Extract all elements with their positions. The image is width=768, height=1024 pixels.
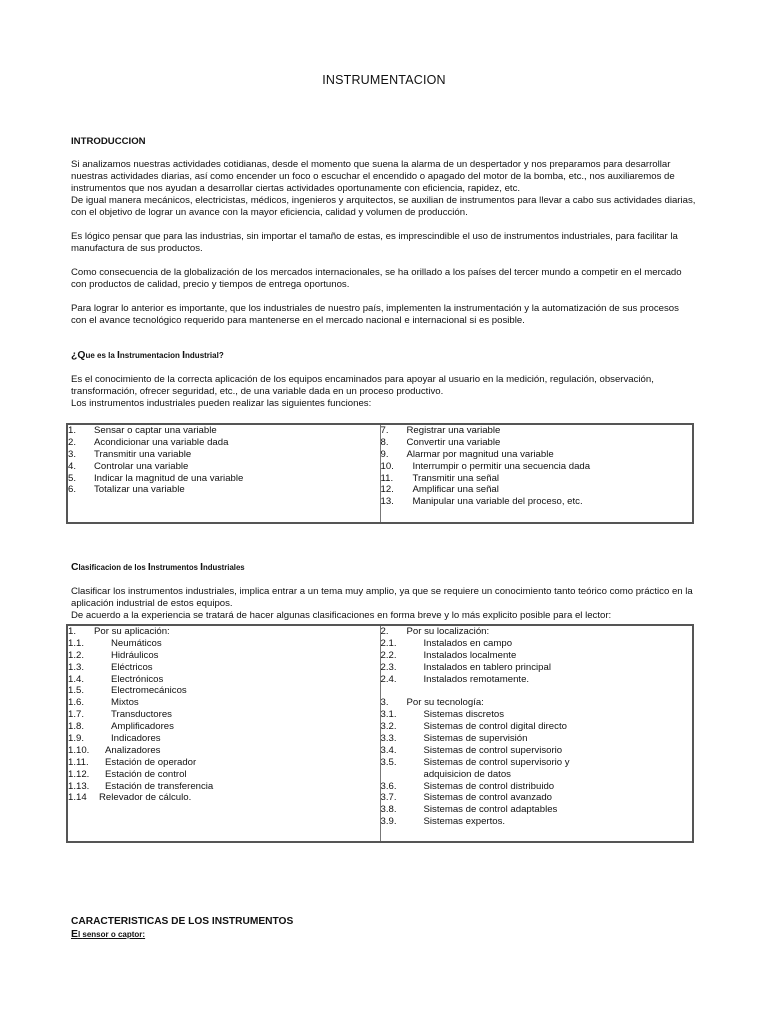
classification-left-column: [67, 625, 380, 842]
list-item-text: Electromecánicos: [111, 685, 187, 697]
list-item-text: Neumáticos: [111, 637, 162, 649]
list-item: [381, 449, 693, 461]
list-item-text: Sistemas expertos.: [423, 816, 506, 828]
list-item-text: Sistemas de control supervisorio y: [423, 756, 570, 768]
clasif-heading-part: I: [200, 562, 204, 573]
what-heading: [71, 350, 696, 362]
list-item: [68, 733, 380, 745]
list-item: [68, 781, 380, 793]
list-item-text: Hidráulicos: [111, 649, 159, 661]
list-item-number: 2.3.: [380, 661, 397, 673]
list-item: [381, 816, 693, 828]
list-item-number: 3.1.: [380, 709, 397, 721]
list-item-text: Transmitir una señal: [412, 472, 500, 484]
list-item-number: 2.: [68, 436, 77, 448]
what-heading-part: I: [182, 350, 186, 361]
list-item-number: 1.4.: [68, 673, 85, 685]
list-item: [381, 425, 693, 437]
list-item: [68, 638, 380, 650]
what-heading-part: ndustrial?: [185, 351, 224, 360]
list-item-text: Sistemas de supervisión: [423, 733, 528, 745]
functions-table: [66, 423, 694, 524]
clasif-heading-part: nstrumentos: [150, 563, 201, 572]
list-item-number: 1.11.: [68, 756, 89, 768]
list-item: [68, 626, 380, 638]
list-item-number: 3.7.: [380, 792, 397, 804]
list-item-text: Sistemas de control avanzado: [423, 792, 553, 804]
intro-paragraph-4: Para lograr lo anterior es importante, que los industriales de nuestro país, implementen la instrumentación y la automatización de sus procesos con el avance tecnológico requerido para mantenerse en el mercado nacional e internacional si es posible.: [71, 303, 679, 326]
classification-right-column: [380, 625, 693, 842]
list-item: [68, 449, 380, 461]
list-item-text: Convertir una variable: [406, 436, 501, 448]
list-item-text: Sistemas de control adaptables: [423, 804, 558, 816]
list-item-text: Estación de operador: [105, 756, 197, 768]
list-item-text: adquisicion de datos: [423, 768, 511, 780]
list-item-text: Eléctricos: [111, 661, 153, 673]
list-item: [68, 425, 380, 437]
clasif-paragraph-2: De acuerdo a la experiencia se tratará de hacer algunas clasificaciones en forma breve y lo más explicito posible para el lector:: [71, 610, 612, 621]
list-item-number: 1.: [68, 425, 77, 436]
list-item-number: 7.: [380, 425, 389, 436]
list-item-text: Sensar o captar una variable: [94, 425, 217, 436]
list-item: [381, 781, 693, 793]
list-item-number: 1.12.: [68, 768, 90, 780]
list-item: [68, 769, 380, 781]
list-item-number: 1.8.: [68, 721, 85, 733]
list-item-text: Amplificadores: [111, 721, 174, 733]
caract-sub-part: o: [108, 930, 118, 939]
caract-sub-part: captor: [117, 930, 143, 939]
list-item-text: Instalados remotamente.: [423, 673, 530, 685]
list-item-number: 12.: [380, 484, 394, 496]
list-item-text: Estación de transferencia: [105, 780, 214, 792]
list-item-number: 1.13.: [68, 780, 90, 792]
intro-paragraph-1b: De igual manera mecánicos, electricistas, médicos, ingenieros y arquitectos, se auxilian de instrumentos para llevar a cabo sus actividades diarias, con el objetivo de lograr un avance con la mayor eficiencia, calidad y volumen de producción.: [71, 195, 696, 218]
list-item: [381, 757, 693, 769]
list-item: [68, 792, 380, 804]
list-item-number: 3.8.: [380, 804, 397, 816]
functions-left-column: [67, 424, 380, 523]
clasif-heading-part: ndustriales: [203, 563, 245, 572]
list-item: [381, 496, 693, 508]
clasif-heading-part: lasificacion de los: [78, 563, 148, 572]
list-item-text: Sistemas de control digital directo: [423, 721, 567, 733]
list-item-text: Por su aplicación:: [94, 626, 170, 637]
list-item: [381, 638, 693, 650]
list-item-text: Indicar la magnitud de una variable: [94, 472, 244, 484]
list-item: [381, 745, 693, 757]
list-item: [381, 685, 693, 697]
list-item: [68, 757, 380, 769]
list-item-text: Indicadores: [111, 733, 161, 745]
list-item: [68, 650, 380, 662]
list-item: [381, 484, 693, 496]
list-item-number: 9.: [380, 448, 389, 460]
what-heading-part: ue es la: [85, 351, 118, 360]
list-item: [381, 650, 693, 662]
document-title: INSTRUMENTACION: [322, 73, 446, 87]
list-item-number: 2.: [380, 626, 389, 637]
list-item: [381, 437, 693, 449]
list-item-number: 2.2.: [380, 649, 397, 661]
list-item-number: 2.4.: [380, 673, 397, 685]
caract-sub-part: l: [77, 930, 83, 939]
clasif-heading-part: C: [71, 562, 79, 573]
list-item-text: Analizadores: [105, 744, 161, 756]
list-item: [68, 709, 380, 721]
caract-subheading: [71, 929, 696, 941]
list-item: [381, 792, 693, 804]
intro-paragraph-3: Como consecuencia de la globalización de los mercados internacionales, se ha orillado a los países del tercer mundo a competir en el mercado con productos de calidad, precio y tiempos de entrega oportunos.: [71, 267, 682, 290]
list-item: [68, 473, 380, 485]
list-item-number: 3.6.: [380, 780, 397, 792]
intro-paragraph-2: Es lógico pensar que para las industrias, sin importar el tamaño de estas, es imprescindible el uso de instrumentos industriales, para facilitar la manufactura de sus productos.: [71, 231, 678, 254]
list-item-number: 3.5.: [380, 756, 397, 768]
list-item-number: 1.10.: [68, 744, 90, 756]
list-item-text: Estación de control: [105, 768, 187, 780]
list-item-number: 3.: [380, 697, 389, 709]
list-item-number: 1.7.: [68, 709, 85, 721]
list-item: [68, 461, 380, 473]
list-item: [68, 484, 380, 496]
list-item-number: 1.: [68, 626, 77, 637]
caract-heading: CARACTERISTICAS DE LOS INSTRUMENTOS: [71, 916, 294, 927]
list-item-number: 4.: [68, 460, 77, 472]
list-item-number: 3.: [68, 448, 77, 460]
list-item-number: 3.9.: [380, 816, 397, 828]
clasif-heading: [71, 562, 696, 574]
list-item-number: 13.: [380, 496, 394, 508]
list-item-number: 1.3.: [68, 661, 85, 673]
list-item-number: 10.: [380, 460, 394, 472]
list-item-text: Instalados localmente: [423, 649, 517, 661]
list-item-number: [381, 685, 424, 697]
list-item-text: Transductores: [111, 709, 172, 721]
list-item: [381, 709, 693, 721]
list-item-text: Electrónicos: [111, 673, 164, 685]
list-item-text: Alarmar por magnitud una variable: [406, 448, 554, 460]
list-item-text: Sistemas discretos: [423, 709, 505, 721]
list-item-text: Instalados en campo: [423, 637, 513, 649]
intro-paragraph-1: [71, 159, 696, 219]
list-item-text: Manipular una variable del proceso, etc.: [412, 496, 583, 508]
list-item-number: 3.2.: [380, 721, 397, 733]
list-item: [381, 662, 693, 674]
list-item: [68, 697, 380, 709]
caract-sub-part: :: [142, 930, 146, 939]
intro-heading: INTRODUCCION: [71, 136, 146, 147]
list-item-number: 1.6.: [68, 697, 85, 709]
what-paragraph-1: Es el conocimiento de la correcta aplicación de los equipos encaminados para apoyar al usuario en la medición, regulación, observación, transformación, ofrecer seguridad, etc., de una variable dada en un proceso productivo.: [71, 374, 654, 397]
list-item-text: Transmitir una variable: [94, 448, 192, 460]
list-item-text: Registrar una variable: [406, 425, 501, 436]
intro-paragraph-1a: Si analizamos nuestras actividades cotidianas, desde el momento que suena la alarma de un despertador y nos preparamos para desarrollar nuestras actividades diarias, así como encender un foco o escuchar el encendido o apagado del motor de la bomba, etc., nos auxiliaremos de instrumentos que nos ayudan a desarrollar ciertas actividades oportunamente con eficiencia, rapidez, etc.: [71, 159, 675, 194]
what-paragraph-2: Los instrumentos industriales pueden realizar las siguientes funciones:: [71, 398, 372, 409]
list-item: [381, 674, 693, 686]
list-item-number: 6.: [68, 484, 77, 496]
list-item-number: 2.1.: [380, 637, 397, 649]
list-item-text: Amplificar una señal: [412, 484, 499, 496]
list-item: [381, 473, 693, 485]
list-item-text: Sistemas de control distribuido: [423, 780, 555, 792]
list-item-number: 3.4.: [380, 744, 397, 756]
caract-sub-part: sensor: [82, 930, 109, 939]
classification-table: [66, 624, 694, 843]
list-item: [68, 662, 380, 674]
list-item-number: 1.14: [68, 792, 87, 804]
clasif-heading-part: I: [147, 562, 151, 573]
list-item-number: [381, 769, 424, 781]
list-item: [381, 804, 693, 816]
list-item: [68, 721, 380, 733]
list-item: [381, 461, 693, 473]
list-item-number: 8.: [380, 436, 389, 448]
what-heading-part: ¿Q: [71, 350, 86, 361]
list-item-text: Acondicionar una variable dada: [94, 436, 229, 448]
list-item: [381, 721, 693, 733]
list-item-number: 3.3.: [380, 733, 397, 745]
list-item-text: Por su localización:: [406, 626, 490, 637]
caract-sub-part: E: [71, 929, 78, 940]
list-item: [381, 626, 693, 638]
list-item-text: Interrumpir o permitir una secuencia dada: [412, 460, 591, 472]
list-item-text: Por su tecnología:: [406, 697, 484, 709]
what-heading-part: I: [117, 350, 120, 361]
list-item-text: Relevador de cálculo.: [99, 792, 192, 804]
list-item-text: Mixtos: [111, 697, 139, 709]
list-item-text: Controlar una variable: [94, 460, 189, 472]
list-item-text: Totalizar una variable: [94, 484, 185, 496]
list-item-number: 11.: [380, 472, 394, 484]
list-item: [68, 674, 380, 686]
list-item-number: 1.1.: [68, 637, 85, 649]
list-item: [68, 745, 380, 757]
list-item-number: 1.2.: [68, 649, 85, 661]
list-item: [381, 733, 693, 745]
list-item: [68, 685, 380, 697]
what-heading-part: nstrumentacion: [119, 351, 183, 360]
functions-right-column: [380, 424, 693, 523]
list-item-text: Sistemas de control supervisorio: [423, 744, 563, 756]
list-item-number: 1.5.: [68, 685, 85, 697]
list-item-number: 5.: [68, 472, 77, 484]
clasif-paragraph-1: Clasificar los instrumentos industriales, implica entrar a un tema muy amplio, ya que se requiere un conocimiento tanto teórico como práctico en la aplicación industrial de estos equipos.: [71, 586, 693, 609]
list-item: [381, 697, 693, 709]
list-item: [381, 769, 693, 781]
list-item: [68, 437, 380, 449]
list-item-number: 1.9.: [68, 733, 85, 745]
list-item-text: Instalados en tablero principal: [423, 661, 551, 673]
